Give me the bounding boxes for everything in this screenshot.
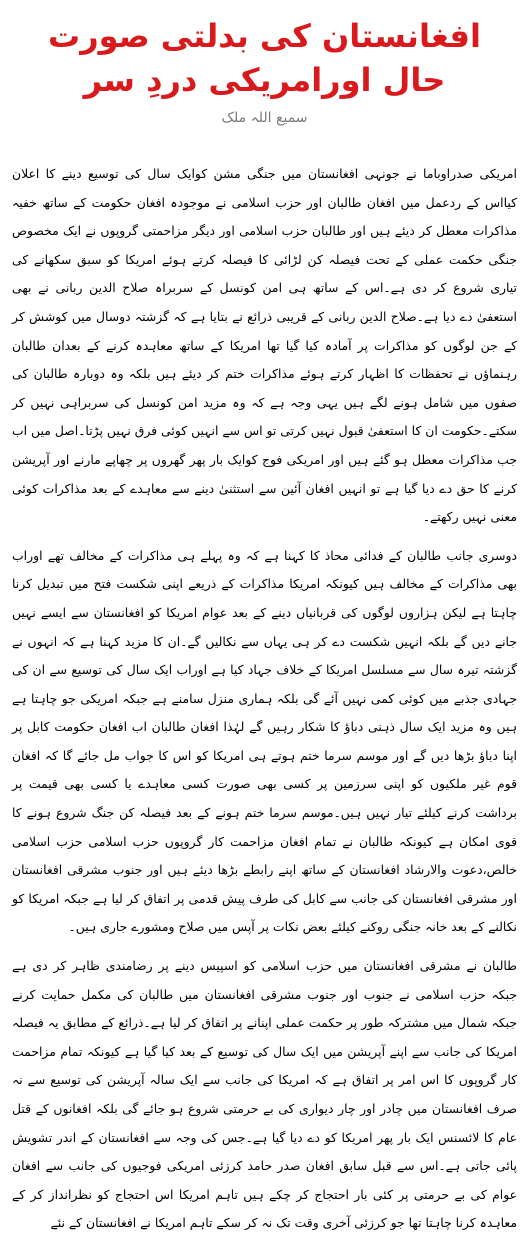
paragraph-2: دوسری جانب طالبان کے فدائی محاذ کا کہنا ہے کہ وہ پہلے ہی مذاکرات کے مخالف تھے اوراب بھی مذاکرات کے مخالف ہیں کیونکہ امریکا مذاکرات کے ذریعے اپنی شکست فتح میں تبدیل کرنا چاہتا ہے لیکن ہزاروں لوگوں کی قربانیاں دینے کے بعد عوام امریکا کو افغانستان سے ایسے نہیں جانے دیں گے بلکہ انہیں شکست دے کر ہی یہاں سے نکالیں گے۔ان کا مزید کہنا ہے کہ انہوں نے گزشتہ تیرہ سال سے مسلسل امریکا کے خلاف جہاد کیا ہے اوراب ایک سال کی توسیع سے ان کی جہادی جذبے میں کوئی کمی نہیں آئے گی بلکہ ہماری منزل سامنے ہے جبکہ امریکی جو چاہتا ہے ہیں وہ مزید ایک سال ذہنی دباؤ کا شکار رہیں گے لہٰذا افغان طالبان اب افغان حکومت کابل پر اپنا دباؤ بڑھا دیں گے اور موسم سرما ختم ہوتے ہی امریکا کو اس کا جواب مل جائے گا کہ افغان قوم غیر ملکیوں کو اپنی سرزمین پر کسی بھی صورت کسی معاہدے یا کسی بھی قیمت پر برداشت کرنے کیلئے تیار نہیں ہیں۔موسم سرما ختم ہونے کے بعد فیصلہ کن جنگ شروع ہونے کا قوی امکان ہے کیونکہ طالبان نے تمام افغان مزاحمت کار گروپوں حزب اسلامی حزب اسلامی خالص،دعوت والارشاد افغانستان کے ساتھ اپنے رابطے بڑھا دیئے ہیں اور جنوب مشرقی افغانستان اور مشرقی افغانستان کی جانب سے کابل کی طرف پیش قدمی پر اتفاق کر لیا ہے جبکہ امریکا کو نکالنے کے بعد خانہ جنگی روکنے کیلئے بعض نکات پر آپس میں صلاح ومشورے جاری ہیں۔ — [12, 547, 517, 935]
article-body — [12, 160, 517, 1238]
paragraph-3: طالبان نے مشرقی افغانستان میں حزب اسلامی کو اسپیس دینے پر رضامندی ظاہر کر دی ہے جبکہ حزب اسلامی نے جنوب اور جنوب مشرقی افغانستان میں طالبان کی مکمل حمایت کرنے جبکہ شمال میں مشترکہ طور پر حکمت عملی اپنانے پر اتفاق کر لیا ہے۔ذرائع کے مطابق یہ فیصلہ امریکا کی جانب سے اپنے آپریشن میں ایک سال کی توسیع کے بعد کیا گیا ہے کیونکہ تمام مزاحمت کار گروپوں کا اس امر پر اتفاق ہے کہ امریکا کی جانب سے ایک سالہ آپریشن کی توسیع سے نہ صرف افغانستان میں چادر اور چار دیواری کی بے حرمتی شروع ہو جائے گی بلکہ افغانوں کے قتل عام کا لائسنس ایک بار پھر امریکا کو دے دیا گیا ہے۔جس کی وجہ سے افغانستان کے اندر تشویش پائی جاتی ہے۔اس سے قبل سابق افغان صدر حامد کرزئی امریکی فوجیوں کی جانب سے افغان عوام کی بے حرمتی پر کئی بار احتجاج کر چکے ہیں تاہم امریکا اس احتجاج کو نظرانداز کر کے معاہدہ کرنا چاہتا تھا جو کرزئی آخری وقت تک نہ کر سکے تاہم امریکا نے افغانستان کے نئے — [12, 958, 517, 1231]
paragraph-1: امریکی صدراوباما نے جونہی افغانستان میں جنگی مشن کوایک سال کی توسیع دینے کا اعلان کیااس کے ردعمل میں افغان طالبان اور حزب اسلامی نے موجودہ افغان حکومت کے ساتھ خفیہ مذاکرات معطل کر دیئے ہیں اور طالبان حزب اسلامی اور دیگر مزاحمتی گروپوں نے ایک مخصوص جنگی حکمت عملی کے تحت فیصلہ کن لڑائی کا فیصلہ کرتے ہوئے امریکا کو سبق سکھانے کی تیاری شروع کر دی ہے۔اس کے ساتھ ہی امن کونسل کے سربراہ صلاح الدین ربانی نے بھی استعفیٰ دے دیا ہے۔صلاح الدین ربانی کے قریبی ذرائع نے بتایا ہے کہ گزشتہ دوسال میں کوشش کر کے جن لوگوں کو مذاکرات پر آمادہ کیا گیا تھا امریکا کے ساتھ معاہدہ کرنے کے بعدان طالبان رہنماؤں نے تحفظات کا اظہار کرتے ہوئے مذاکرات ختم کر دیئے ہیں بلکہ وہ دوبارہ طالبان کی صفوں میں شامل ہونے لگے ہیں یہی وجہ ہے کہ وہ مزید امن کونسل کی سربراہی نہیں کر سکتے۔حکومت ان کا استعفیٰ قبول نہیں کرتی تو اس سے انہیں کوئی فرق نہیں پڑتا۔اصل میں اب جب مذاکرات معطل ہو گئے ہیں اور امریکی فوج کوایک بار پھر گھروں پر چھاپے مارنے اور آپریشن کرنے کا حق دے دیا گیا ہے تو انہیں افغان آئین سے استثنیٰ دینے سے معاہدے کے بعد مذاکرات کوئی معنی نہیں رکھتے۔ — [12, 166, 517, 525]
headline: افغانستان کی بدلتی صورت حال اورامریکی دردِ سر — [48, 17, 481, 99]
author-byline: سمیع اللہ ملک — [221, 110, 308, 126]
